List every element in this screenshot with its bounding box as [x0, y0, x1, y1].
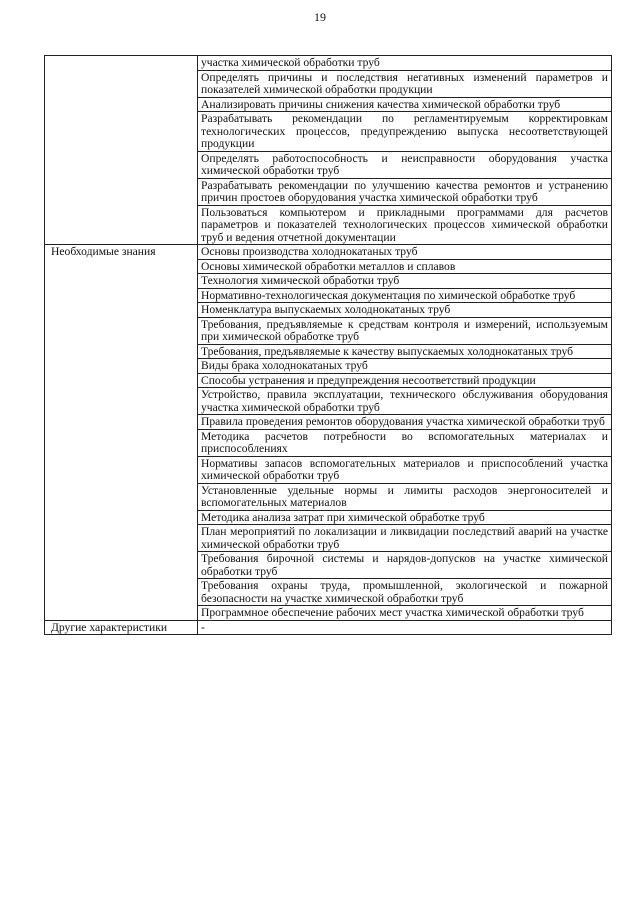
table-cell: Определять работоспособность и неисправности оборудования участка химической обработки труб	[198, 151, 612, 178]
table-cell: Номенклатура выпускаемых холоднокатаных труб	[198, 303, 612, 318]
table-cell: Способы устранения и предупреждения несоответствий продукции	[198, 373, 612, 388]
table-cell: Требования бирочной системы и нарядов-допусков на участке химической обработки труб	[198, 552, 612, 579]
table-cell: Разрабатывать рекомендации по улучшению качества ремонтов и устранению причин простоев оборудования участка химической обработки труб	[198, 178, 612, 205]
page-number: 19	[314, 10, 326, 24]
table-cell: Требования, предъявляемые к средствам контроля и измерений, используемым при химической обработке труб	[198, 317, 612, 344]
table-cell: Виды брака холоднокатаных труб	[198, 359, 612, 374]
section-label	[45, 56, 198, 245]
table-cell: Пользоваться компьютером и прикладными программами для расчетов параметров и показателей технологических процессов химической обработки труб и ведения отчетной документации	[198, 205, 612, 245]
table-cell: участка химической обработки труб	[198, 56, 612, 71]
table-row	[45, 56, 612, 71]
table-cell: Нормативно-технологическая документация по химической обработке труб	[198, 288, 612, 303]
table-cell: Основы химической обработки металлов и сплавов	[198, 259, 612, 274]
table-cell: Программное обеспечение рабочих мест участка химической обработки труб	[198, 606, 612, 621]
table-cell: Анализировать причины снижения качества химической обработки труб	[198, 97, 612, 112]
table-cell: Разрабатывать рекомендации по регламентируемым корректировкам технологических процессов, предупреждению выпуска несоответствующей продукции	[198, 112, 612, 152]
requirements-table	[44, 55, 612, 635]
table-cell: План мероприятий по локализации и ликвидации последствий аварий на участке химической обработки труб	[198, 525, 612, 552]
table-cell: Технология химической обработки труб	[198, 274, 612, 289]
table-cell: Требования, предъявляемые к качеству выпускаемых холоднокатаных труб	[198, 344, 612, 359]
table-cell: Методика анализа затрат при химической обработке труб	[198, 510, 612, 525]
table-cell: Методика расчетов потребности во вспомогательных материалах и приспособлениях	[198, 429, 612, 456]
table-cell: Основы производства холоднокатаных труб	[198, 245, 612, 260]
table-cell: Определять причины и последствия негативных изменений параметров и показателей химической обработки продукции	[198, 70, 612, 97]
table-cell: Требования охраны труда, промышленной, экологической и пожарной безопасности на участке химической обработки труб	[198, 579, 612, 606]
table-cell: -	[198, 620, 612, 635]
section-label: Необходимые знания	[45, 245, 198, 621]
table-cell: Устройство, правила эксплуатации, технического обслуживания оборудования участка химической обработки труб	[198, 388, 612, 415]
section-label: Другие характеристики	[45, 620, 198, 635]
table-cell: Правила проведения ремонтов оборудования участка химической обработки труб	[198, 415, 612, 430]
table-cell: Установленные удельные нормы и лимиты расходов энергоносителей и вспомогательных материалов	[198, 483, 612, 510]
table-row	[45, 245, 612, 260]
table-row	[45, 620, 612, 635]
table-cell: Нормативы запасов вспомогательных материалов и приспособлений участка химической обработки труб	[198, 456, 612, 483]
